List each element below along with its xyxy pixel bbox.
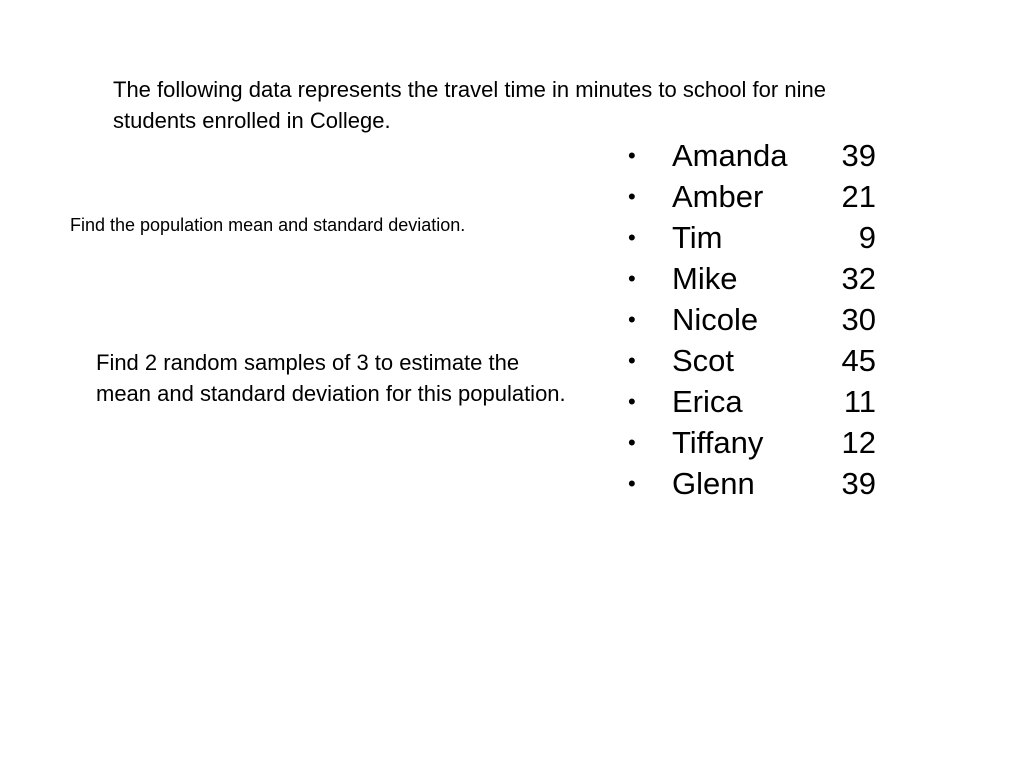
list-item: [628, 463, 888, 504]
bullet-icon: •: [628, 266, 636, 291]
student-name: Tim: [672, 220, 723, 255]
travel-minutes: 9: [858, 220, 876, 255]
travel-minutes: 39: [841, 466, 876, 501]
bullet-icon: •: [628, 143, 636, 168]
bullet-icon: •: [628, 389, 636, 414]
list-item: [628, 340, 888, 381]
student-name: Mike: [672, 261, 738, 296]
travel-minutes: 11: [843, 384, 876, 419]
student-name: Scot: [672, 343, 735, 378]
intro-text: The following data represents the travel time in minutes to school for nine students enrolled in College.: [113, 77, 826, 133]
travel-minutes: 39: [841, 138, 876, 173]
bullet-icon: •: [628, 225, 636, 250]
student-name: Tiffany: [672, 425, 764, 460]
list-item: [628, 258, 888, 299]
travel-minutes: 12: [841, 425, 876, 460]
travel-minutes: 45: [841, 343, 876, 378]
bullet-icon: •: [628, 348, 636, 373]
student-name: Amanda: [672, 138, 788, 173]
travel-minutes: 32: [841, 261, 876, 296]
student-name: Erica: [672, 384, 743, 419]
student-name: Nicole: [672, 302, 759, 337]
list-item: [628, 217, 888, 258]
travel-minutes: 30: [841, 302, 876, 337]
bullet-icon: •: [628, 307, 636, 332]
bullet-icon: •: [628, 430, 636, 455]
question-population-mean: Find the population mean and standard deviation.: [70, 215, 466, 235]
bullet-icon: •: [628, 471, 636, 496]
student-name: Glenn: [672, 466, 755, 501]
list-item: [628, 422, 888, 463]
list-item: [628, 299, 888, 340]
list-item: [628, 176, 888, 217]
list-item: [628, 381, 888, 422]
travel-minutes: 21: [841, 179, 876, 214]
list-item: [628, 135, 888, 176]
student-name: Amber: [672, 179, 764, 214]
bullet-icon: •: [628, 184, 636, 209]
travel-time-list: [628, 135, 888, 504]
question-random-samples: Find 2 random samples of 3 to estimate the mean and standard deviation for this population.: [96, 350, 566, 406]
